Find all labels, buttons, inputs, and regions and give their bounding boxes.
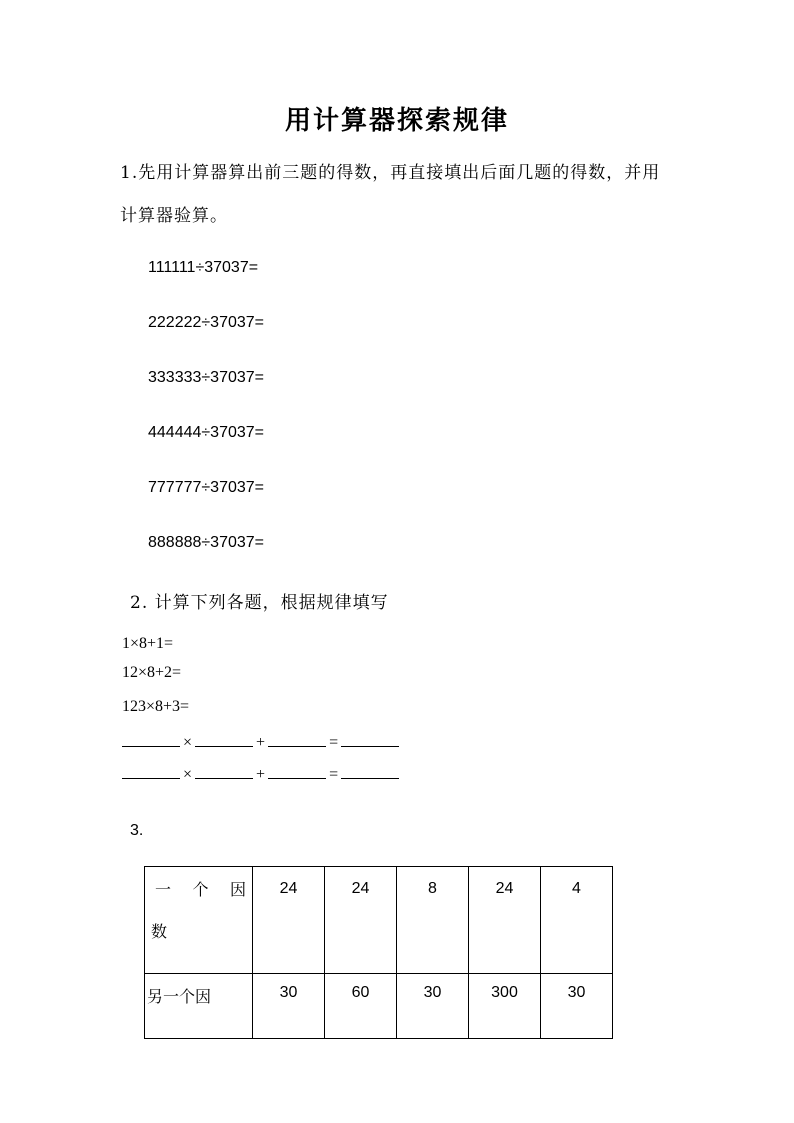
plus-sign: + <box>256 734 266 751</box>
plus-sign: + <box>256 766 266 783</box>
times-sign: × <box>183 734 193 751</box>
table-row <box>145 867 613 974</box>
row-header-label-cont: 数 <box>151 922 168 941</box>
table-cell: 300 <box>469 974 541 1039</box>
table-cell: 60 <box>325 974 397 1039</box>
row-header-label: 一个因 <box>155 880 246 899</box>
equation-6: 888888÷37037= <box>148 534 265 551</box>
fill-blank[interactable] <box>268 764 326 779</box>
calculation-1: 1×8+1= <box>122 635 174 652</box>
calculation-2: 12×8+2= <box>122 664 182 681</box>
equation-1: 111111÷37037= <box>148 259 259 276</box>
equals-sign: = <box>329 734 339 751</box>
factor-table <box>144 866 613 1039</box>
fill-blank[interactable] <box>341 732 399 747</box>
question2-label: 2. 计算下列各题，根据规律填写 <box>130 593 389 613</box>
fill-blank[interactable] <box>122 732 180 747</box>
equation-2: 222222÷37037= <box>148 314 265 331</box>
table-cell: 24 <box>253 867 325 974</box>
table-cell: 4 <box>541 867 613 974</box>
table-cell: 30 <box>253 974 325 1039</box>
question3-label: 3. <box>130 822 144 839</box>
page-title: 用计算器探索规律 <box>284 106 509 136</box>
row-header-cell <box>145 867 253 974</box>
equals-sign: = <box>329 766 339 783</box>
fill-blank[interactable] <box>268 732 326 747</box>
fill-blank[interactable] <box>195 764 253 779</box>
times-sign: × <box>183 766 193 783</box>
question1-instruction-line2: 计算器验算。 <box>120 206 228 226</box>
table-cell: 24 <box>325 867 397 974</box>
equation-5: 777777÷37037= <box>148 479 265 496</box>
calculation-3: 123×8+3= <box>122 698 190 715</box>
equation-3: 333333÷37037= <box>148 369 265 386</box>
question1-instruction-line1: 1.先用计算器算出前三题的得数，再直接填出后面几题的得数，并用 <box>120 163 661 183</box>
table-cell: 30 <box>541 974 613 1039</box>
table-cell: 8 <box>397 867 469 974</box>
table-cell: 24 <box>469 867 541 974</box>
fill-row-1 <box>122 732 399 752</box>
fill-blank[interactable] <box>195 732 253 747</box>
fill-row-2 <box>122 764 399 784</box>
table-cell: 30 <box>397 974 469 1039</box>
row-header-cell: 另一个因 <box>145 974 253 1039</box>
table-row <box>145 974 613 1039</box>
equation-4: 444444÷37037= <box>148 424 265 441</box>
fill-blank[interactable] <box>122 764 180 779</box>
fill-blank[interactable] <box>341 764 399 779</box>
